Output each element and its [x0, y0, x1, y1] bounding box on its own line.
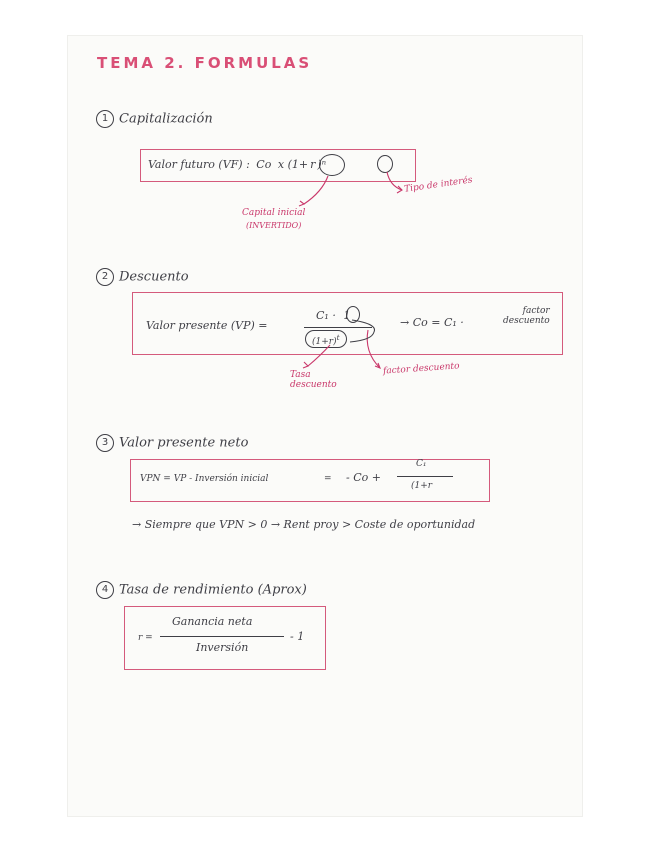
section-3-note: → Siempre que VPN > 0 → Rent proy > Coste de oportunidad: [132, 518, 476, 531]
formula-2-denominator-text: (1+r): [312, 337, 337, 347]
formula-2-denominator-exp: t: [336, 333, 340, 342]
formula-1-times: x: [277, 158, 285, 171]
formula-1-paren: (1+: [287, 158, 309, 171]
formula-2-rhs: → Co = C₁ ·: [400, 316, 464, 329]
annotation-rate-line-1: Tasa: [290, 370, 311, 380]
section-1-title: Capitalización: [119, 111, 213, 127]
section-2-title: Descuento: [119, 269, 189, 285]
arrowhead-rate: [303, 362, 308, 368]
brace-factor: [350, 320, 375, 342]
formula-4-lhs: r =: [138, 633, 153, 643]
formula-2-numerator-dot: ·: [332, 309, 336, 322]
annotation-capital-line-2: (INVERTIDO): [245, 221, 302, 230]
section-number-2: 2: [96, 268, 114, 286]
formula-2-numerator-c: C₁: [316, 309, 329, 322]
arrow-to-factor: [367, 330, 380, 368]
section-number-3: 3: [96, 434, 114, 452]
annotation-capital-line-1: Capital inicial: [242, 208, 306, 218]
formula-4-denominator: Inversión: [196, 641, 249, 654]
formula-2-lhs: Valor presente (VP) =: [146, 319, 268, 332]
annotation-factor: factor descuento: [382, 361, 460, 377]
formula-2-numerator-1: 1: [343, 309, 351, 322]
arrow-to-rate: [308, 345, 330, 366]
formula-3-numerator: C₁: [416, 459, 427, 469]
arrow-to-capital: [304, 176, 328, 204]
arrowhead-capital: [299, 201, 304, 206]
formula-4-numerator: Ganancia neta: [172, 615, 253, 628]
formula-3-lhs: VPN = VP - Inversión inicial: [140, 474, 269, 484]
formula-3-denominator: (1+r: [411, 481, 433, 491]
page-title: TEMA 2. FORMULAS: [97, 54, 313, 72]
formula-3-eq: =: [324, 474, 332, 484]
formula-2-rhs-note-2: descuento: [503, 316, 550, 326]
formula-1-r: r: [310, 158, 316, 171]
section-number-4: 4: [96, 581, 114, 599]
formula-2-rhs-note-1: factor: [522, 306, 550, 316]
section-number-1: 1: [96, 110, 114, 128]
section-3-title: Valor presente neto: [119, 435, 249, 451]
annotation-interest: Tipo de interés: [403, 175, 474, 195]
formula-3-rhs: - Co +: [346, 471, 381, 484]
section-4-title: Tasa de rendimiento (Aprox): [119, 582, 307, 598]
formula-1-close: )ⁿ: [317, 158, 327, 171]
formula-1-lhs: Valor futuro (VF) :: [148, 158, 250, 171]
formula-1-c0: Co: [256, 158, 272, 171]
annotation-rate-line-2: descuento: [290, 380, 337, 390]
formula-4-rhs: - 1: [290, 630, 305, 643]
